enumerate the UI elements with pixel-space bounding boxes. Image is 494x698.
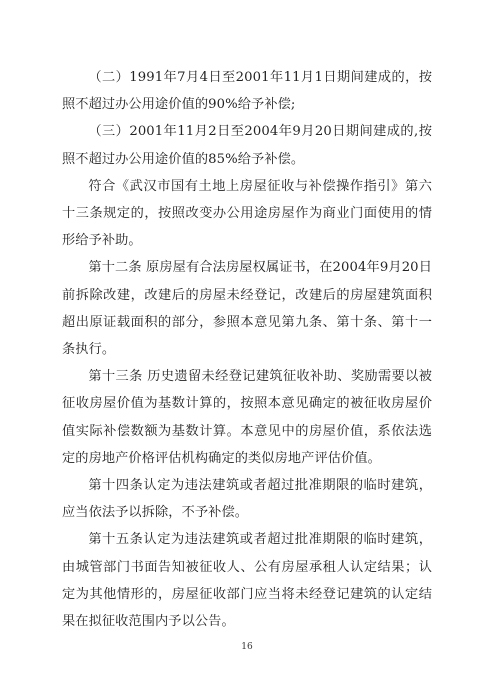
paragraph-guideline-reference: 符合《武汉市国有土地上房屋征收与补偿操作指引》第六十三条规定的，按照改变办公用途房屋作为商业门面使用的情形给予补助。 bbox=[62, 178, 432, 249]
page-number: 16 bbox=[241, 642, 253, 652]
paragraph-article-14: 第十四条认定为违法建筑或者超过批准期限的临时建筑，应当依法予以拆除，不予补偿。 bbox=[62, 478, 432, 521]
paragraph-clause-2: （二）1991年7月4日至2001年11月1日期间建成的，按照不超过办公用途价值的90%给予补偿; bbox=[62, 70, 432, 113]
paragraph-article-15: 第十五条认定为违法建筑或者超过批准期限的临时建筑，由城管部门书面告知被征收人、公有房屋承租人认定结果；认定为其他情形的，房屋征收部门应当将未经登记建筑的认定结果在拟征收范围内予以公告。 bbox=[62, 532, 432, 630]
paragraph-article-12: 第十二条 原房屋有合法房屋权属证书，在2004年9月20日前拆除改建，改建后的房屋未经登记，改建后的房屋建筑面积超出原证载面积的部分，参照本意见第九条、第十条、第十一条执行。 bbox=[62, 260, 432, 358]
paragraph-article-13: 第十三条 历史遗留未经登记建筑征收补助、奖励需要以被征收房屋价值为基数计算的，按照本意见确定的被征收房屋价值实际补偿数额为基数计算。本意见中的房屋价值，系依法选定的房地产价格评估机构确定的类似房地产评估价值。 bbox=[62, 369, 432, 466]
paragraph-clause-3: （三）2001年11月2日至2004年9月20日期间建成的,按照不超过办公用途价值的85%给予补偿。 bbox=[62, 124, 432, 167]
document-body bbox=[62, 64, 432, 635]
